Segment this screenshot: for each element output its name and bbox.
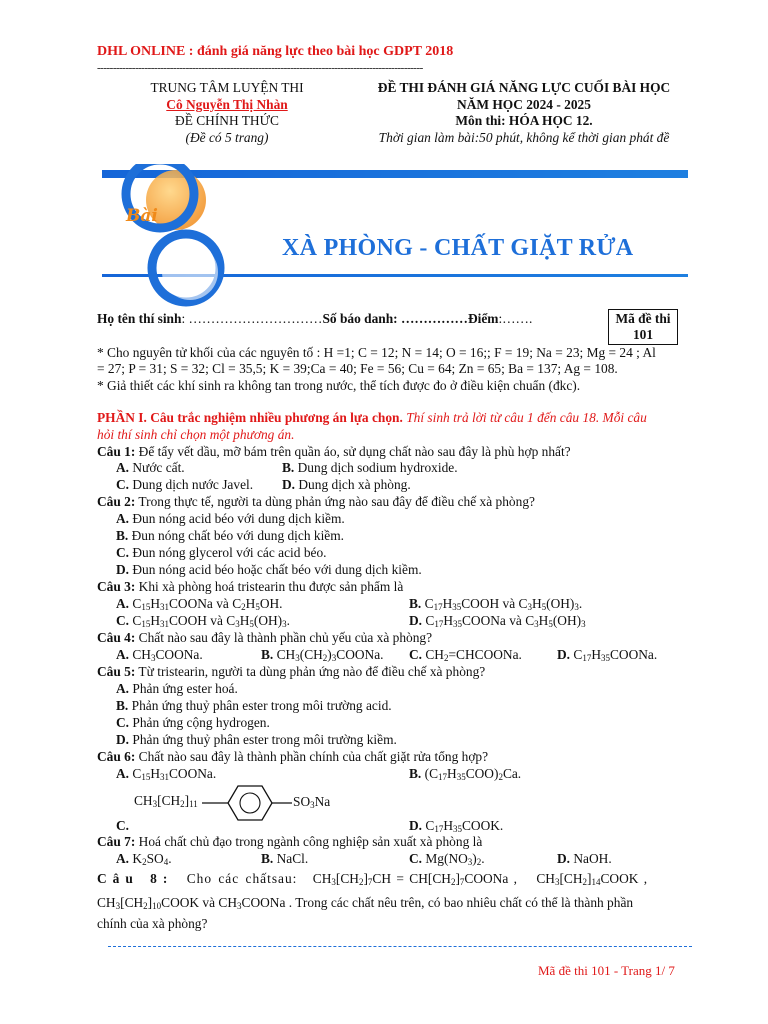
q7-option-a[interactable]: A. $K_2SO_4$.: [116, 851, 172, 867]
q3-option-b[interactable]: B. $C_{17}H_{35}COOH$ và $C_3H_5(OH)_3$.: [409, 596, 583, 612]
page-count: (Đề có 5 trang): [185, 129, 269, 145]
question-5: Câu 5: Từ tristearin, người ta dùng phản ứng nào để điều chế xà phòng?: [97, 664, 486, 679]
q2-option-c[interactable]: C. Đun nóng glycerol với các acid béo.: [116, 545, 327, 560]
header-right: [356, 80, 692, 146]
q3-option-d[interactable]: D. $C_{17}H_{35}COONa$ và $C_3H_5(OH)_3$: [409, 613, 586, 629]
score-label: Điểm: [467, 311, 499, 326]
school-year: NĂM HỌC 2024 - 2025: [457, 96, 591, 112]
exam-title: ĐỀ THI ĐÁNH GIÁ NĂNG LỰC CUỐI BÀI HỌC: [377, 80, 671, 95]
atomic-mass-note-1: * Cho nguyên tử khối của các nguyên tố : H =1; C = 12; N = 14; O = 16;; F = 19; Na = 23; Mg = 24 ; Al: [97, 345, 656, 360]
q7-option-d[interactable]: D. NaOH.: [557, 851, 612, 866]
question-8-line-3: chính của xà phòng?: [97, 916, 208, 931]
question-7: Câu 7: Hoá chất chủ đạo trong ngành công nghiệp sản xuất xà phòng là: [97, 834, 483, 849]
q6-option-c[interactable]: C.: [116, 818, 130, 833]
question-8-line-2: $CH_3[CH_2]_{10}COOK$ và $CH_3COONa$ . Trong các chất nêu trên, có bao nhiêu chất có thể là thành phần: [97, 895, 634, 911]
exam-code-value: 101: [632, 327, 654, 342]
q6-option-d[interactable]: D. $C_{17}H_{35}COOK$.: [409, 818, 504, 834]
exam-code-box: [608, 309, 678, 345]
lesson-word: Bài: [126, 206, 158, 226]
lesson-banner: [102, 164, 688, 312]
part1-instruction-1: Thí sinh trả lời từ câu 1 đến câu 18. Mỗi câu: [402, 410, 647, 425]
q2-option-b[interactable]: B. Đun nóng chất béo với dung dịch kiềm.: [116, 528, 345, 543]
q4-option-c[interactable]: C. $CH_2=CHCOONa$.: [409, 647, 522, 663]
teacher-name: Cô Nguyễn Thị Nhàn: [166, 96, 288, 112]
part1-heading-line: [97, 410, 647, 427]
question-3: Câu 3: Khi xà phòng hoá tristearin thu được sản phẩm là: [97, 579, 404, 594]
q1-option-a[interactable]: A. Nước cất.: [116, 460, 185, 475]
time-limit: Thời gian làm bài:50 phút, không kể thời gian phát đề: [378, 129, 670, 145]
question-8: Câu 8: Cho các chấtsau: $CH_3[CH_2]_7CH$ = $CH[CH_2]_7COONa$ , $CH_3[CH_2]_{14}COOK$ ,: [97, 871, 648, 887]
name-label: Họ tên thí sinh: [97, 311, 182, 326]
gas-assumption-note: * Giả thiết các khí sinh ra không tan trong nước, thể tích được đo ở điều kiện chuẩn (đkc).: [97, 378, 581, 393]
q5-option-b[interactable]: B. Phản ứng thuỷ phân ester trong môi trường acid.: [116, 698, 392, 713]
banner-title: XÀ PHÒNG - CHẤT GIẶT RỬA: [282, 235, 634, 261]
subject: Môn thi: HÓA HỌC 12.: [455, 113, 593, 129]
q2-option-a[interactable]: A. Đun nóng acid béo với dung dịch kiềm.: [116, 511, 345, 526]
footer-divider: [108, 946, 692, 947]
q4-option-b[interactable]: B. $CH_3(CH_2)_3COONa$.: [261, 647, 384, 663]
question-4: Câu 4: Chất nào sau đây là thành phần chủ yếu của xà phòng?: [97, 630, 433, 645]
q1-option-d[interactable]: D. Dung dịch xà phòng.: [282, 477, 411, 492]
center-name: TRUNG TÂM LUYỆN THI: [150, 80, 304, 95]
student-info-line: [97, 311, 532, 328]
q3-option-c[interactable]: C. $C_{15}H_{31}COOH$ và $C_3H_5(OH)_3$.: [116, 613, 290, 629]
exam-code-label: Mã đề thi: [615, 311, 671, 326]
q5-option-a[interactable]: A. Phản ứng ester hoá.: [116, 681, 238, 696]
q5-option-d[interactable]: D. Phản ứng thuỷ phân ester trong môi trường kiềm.: [116, 732, 397, 747]
q5-option-c[interactable]: C. Phản ứng cộng hydrogen.: [116, 715, 270, 730]
q7-option-c[interactable]: C. $Mg(NO_3)_2$.: [409, 851, 485, 867]
question-2: Câu 2: Trong thực tế, người ta dùng phản ứng nào sau đây để điều chế xà phòng?: [97, 494, 535, 509]
q6-structure-sulfonate: $SO_3Na$: [293, 794, 331, 810]
atomic-mass-note-2: = 27; P = 31; S = 32; Cl = 35,5; K = 39;Ca = 40; Fe = 56; Cu = 64; Zn = 65; Ba = 137; Ag = 108.: [97, 361, 618, 376]
header-left: [112, 80, 342, 146]
q1-option-c[interactable]: C. Dung dịch nước Javel.: [116, 477, 254, 492]
q4-option-a[interactable]: A. $CH_3COONa$.: [116, 647, 203, 663]
dash-separator: -------------------------------------------------------------------------------------------------------: [97, 62, 423, 74]
name-fill: : …………………………: [181, 311, 323, 326]
q1-option-b[interactable]: B. Dung dịch sodium hydroxide.: [282, 460, 458, 475]
q6-option-b[interactable]: B. $(C_{17}H_{35}COO)_2Ca$.: [409, 766, 522, 782]
q6-structure-chain: $CH_3[CH_2]_{11}$: [134, 793, 198, 809]
official-label: ĐỀ CHÍNH THỨC: [175, 113, 279, 129]
footer-page-number: Mã đề thi 101 - Trang 1/ 7: [538, 963, 675, 978]
question-6: Câu 6: Chất nào sau đây là thành phần chính của chất giặt rửa tổng hợp?: [97, 749, 489, 764]
q6-option-a[interactable]: A. $C_{15}H_{31}COONa$.: [116, 766, 217, 782]
q4-option-d[interactable]: D. $C_{17}H_{35}COONa$.: [557, 647, 658, 663]
sbd-label: Số báo danh: ……………: [322, 311, 468, 326]
question-1: Câu 1: Để tẩy vết dầu, mỡ bám trên quần áo, sử dụng chất nào sau đây là phù hợp nhất?: [97, 444, 571, 459]
part1-heading: PHẦN I. Câu trắc nghiệm nhiều phương án lựa chọn.: [97, 410, 403, 425]
top-title: DHL ONLINE : đánh giá năng lực theo bài học GDPT 2018: [97, 44, 454, 59]
benzene-ring-icon: [200, 778, 300, 828]
part1-instruction-2: hỏi thí sinh chỉ chọn một phương án.: [97, 427, 295, 442]
q3-option-a[interactable]: A. $C_{15}H_{31}COONa$ và $C_2H_5OH$.: [116, 596, 283, 612]
score-fill: :…….: [498, 311, 533, 326]
q2-option-d[interactable]: D. Đun nóng acid béo hoặc chất béo với dung dịch kiềm.: [116, 562, 422, 577]
q7-option-b[interactable]: B. NaCl.: [261, 851, 309, 866]
